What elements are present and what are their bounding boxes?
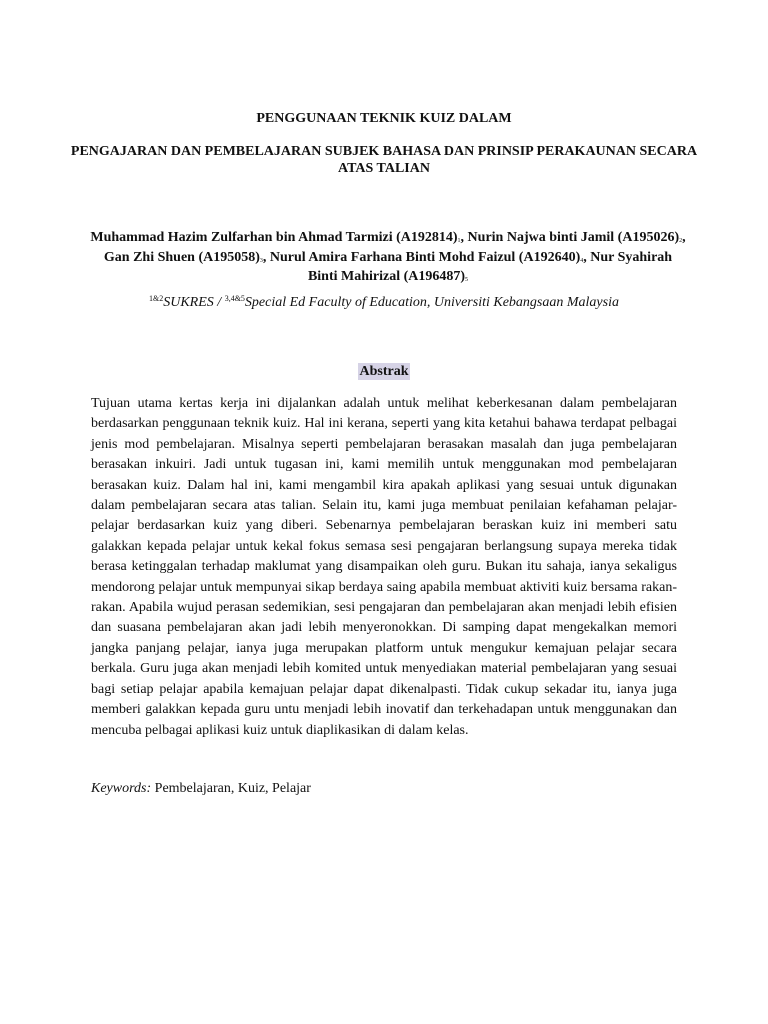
- author-list: [90, 228, 686, 287]
- author-name: Nurin Najwa binti Jamil (A195026): [467, 230, 680, 245]
- author-name: Muhammad Hazim Zulfarhan bin Ahmad Tarmizi (A192814): [90, 230, 458, 245]
- author-marker: 1: [457, 238, 461, 244]
- keywords-line: [91, 780, 677, 798]
- abstract-body: Tujuan utama kertas kerja ini dijalankan adalah untuk melihat keberkesanan dalam pembelajaran berdasarkan penggunaan teknik kuiz. Hal ini kerana, seperti yang kita ketahui bahawa terdapat pelbagai jenis mod pembelajaran. Misalnya seperti pembelajaran berasakan masalah dan juga pembelajaran berasakan inkuiri. Jadi untuk tugasan ini, kami memilih untuk menggunakan mod pembelajaran berasakan kuiz. Dalam hal ini, kami mengambil kira apakah aplikasi yang sesuai untuk digunakan dalam pembelajaran secara atas talian. Selain itu, kami juga membuat penilaian kefahaman pelajar-pelajar berdasarkan kuiz yang diberi. Sebenarnya pembelajaran beraskan kuiz ini memberi satu galakkan kepada pelajar untuk kekal fokus semasa sesi pengajaran berlangsung supaya mereka tidak berasa ketinggalan terhadap maklumat yang disampaikan oleh guru. Bukan itu sahaja, ianya sekaligus mendorong pelajar untuk mempunyai sikap berdaya saing apabila membuat aktiviti kuiz bersama rakan-rakan. Apabila wujud perasan sedemikian, sesi pengajaran dan pembelajaran akan menjadi lebih efisien dan suasana pembelajaran akan jadi lebih menyeronokkan. Di samping dapat mengekalkan memori jangka panjang pelajar, ianya juga merupakan platform untuk mengukur kemajuan pelajar secara berkala. Guru juga akan menjadi lebih komited untuk menyediakan material pembelajaran yang sesuai bagi setiap pelajar apabila kemajuan pelajar dapat dikenalpasti. Tidak cukup sekadar itu, ianya juga memberi galakkan kepada guru untu menjadi lebih inovatif dan terkehadapan untuk menggunakan dan mencuba pelbagai aplikasi kuiz untuk diaplikasikan di dalam kelas.: [91, 396, 677, 738]
- author-separator: ,: [460, 230, 468, 245]
- affiliation-part-1: SUKRES /: [163, 295, 225, 310]
- paper-title-line-1: PENGGUNAAN TEKNIK KUIZ DALAM: [256, 111, 512, 126]
- affiliation-part-2: Special Ed Faculty of Education, Universiti Kebangsaan Malaysia: [244, 295, 619, 310]
- author-marker: 3: [259, 257, 263, 264]
- author-name: Gan Zhi Shuen (A195058): [103, 249, 260, 265]
- author-marker: 4: [580, 257, 584, 264]
- affiliation-marker: 3,4&5: [224, 294, 245, 303]
- abstract-heading: Abstrak: [359, 364, 409, 379]
- affiliation-marker: 1&2: [149, 294, 164, 303]
- author-name: Nur Syahirah Binti Mahirizal (A196487): [307, 249, 673, 284]
- author-separator: ,: [583, 249, 591, 265]
- author-separator: ,: [682, 230, 686, 245]
- author-name: Nurul Amira Farhana Binti Mohd Faizul (A192640): [269, 249, 581, 265]
- author-marker: 5: [465, 277, 469, 283]
- keywords-values: Pembelajaran, Kuiz, Pelajar: [151, 781, 311, 796]
- affiliation: [60, 294, 708, 312]
- keywords-label: Keywords:: [91, 781, 152, 796]
- paper-title-line-2: PENGAJARAN DAN PEMBELAJARAN SUBJEK BAHASA DAN PRINSIP PERAKAUNAN SECARA ATAS TALIAN: [70, 144, 698, 176]
- author-marker: 2: [679, 238, 683, 244]
- abstract-heading-row: [0, 362, 768, 380]
- author-separator: ,: [262, 249, 270, 265]
